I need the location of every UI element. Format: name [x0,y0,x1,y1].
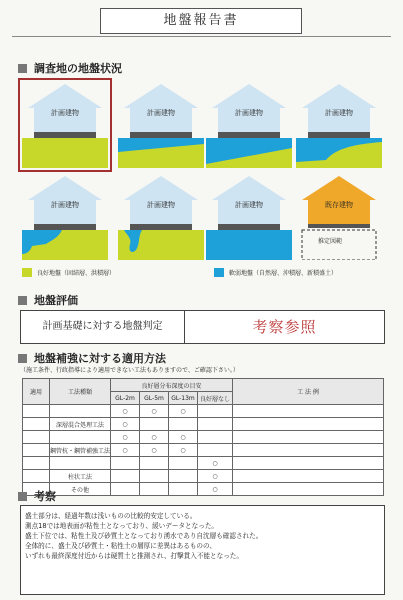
legend-weak-label: 軟弱地盤（自然層、沖積層、新積盛土） [229,270,338,277]
house-scenario-8 [296,174,382,260]
discussion-line: いずれも最終深度付近からは硬質土と推測され、打撃貫入不能となった。 [25,552,243,560]
title-area [0,0,403,40]
weak-swatch [214,268,224,277]
header-method: 工法種類 [50,379,111,405]
house-scenario-5 [22,174,108,260]
house-4-svg [296,82,382,168]
title-rule [12,36,391,37]
house-1-svg [22,82,108,168]
header-apply: 適用 [23,379,50,405]
existing-building-label: 既存建物 [325,201,353,209]
house-scenario-1 [22,82,108,168]
discussion-line: 全体的に、盛土及び砂質土・粘性土の層厚に差異はあるものの、 [25,542,216,550]
house-label: 計画建物 [51,201,79,209]
house-scenario-6 [118,174,204,260]
section4-title: 考察 [34,490,56,503]
section-heading-ground [18,60,122,76]
evaluation-label: 計画基礎に対する地盤判定 [21,311,185,343]
house-label: 計画建物 [51,109,79,117]
table-row: 柱状工法 ○ [23,470,384,483]
square-icon [18,296,27,305]
house-label: 計画建物 [147,201,175,209]
house-scenario-4 [296,82,382,168]
depth-col-3: GL-13m [169,392,198,405]
house-6-svg [118,174,204,260]
section1-title: 調査地の地盤状況 [34,62,122,75]
evaluation-box [20,310,385,344]
header-example: 工 法 例 [233,379,384,405]
square-icon [18,354,27,363]
house-3-svg [206,82,292,168]
table-row: ○ ○ ○ [23,431,384,444]
legend-good-label: 良好地盤（固結層、洪積層） [37,270,116,277]
section3-title: 地盤補強に対する適用方法 [34,352,166,365]
square-icon [18,492,27,501]
table-row: 鋼管杭・鋼管補強工法 ○ ○ ○ [23,444,384,457]
estimate-label: 推定図範 [318,238,343,245]
house-scenario-3 [206,82,292,168]
depth-col-2: GL-5m [140,392,169,405]
house-2-svg [118,82,204,168]
square-icon [18,64,27,73]
house-scenario-2 [118,82,204,168]
reinforcement-table [22,378,384,496]
reinforcement-note: （施工条件、行政指導により適用できない工法もありますので、ご確認下さい。） [20,367,239,374]
depth-col-4: 良好層なし [198,392,233,405]
section-heading-reinforcement [18,350,166,366]
table-row: ○ [23,457,384,470]
table-row: ○ ○ ○ [23,405,384,418]
legend-weak [214,268,337,277]
house-label: 計画建物 [235,109,263,117]
house-5-svg [22,174,108,260]
section-heading-discussion [18,488,56,504]
table-row: その他 ○ [23,483,384,496]
discussion-box [20,505,385,595]
house-8-svg [296,174,382,260]
good-swatch [22,268,32,277]
house-label: 計画建物 [235,201,263,209]
house-scenario-7 [206,174,292,260]
discussion-line: 測点18では地表面が粘性土となっており、緩いデータとなった。 [25,522,219,530]
house-label: 計画建物 [325,109,353,117]
section2-title: 地盤評価 [34,294,78,307]
section-heading-evaluation [18,292,78,308]
house-label: 計画建物 [147,109,175,117]
page-title: 地盤報告書 [100,8,302,34]
legend-good [22,268,115,277]
header-depth: 良好層分布深度の目安 [111,379,233,392]
depth-col-1: GL-2m [111,392,140,405]
evaluation-value: 考察参照 [252,318,317,336]
discussion-line: 盛土部分は、経過年数は浅いものの比較的安定している。 [25,512,197,520]
table-row: 深層混合処理工法 ○ [23,418,384,431]
house-7-svg [206,174,292,260]
discussion-line: 盛土下位では、粘性土及び砂質土となっており湧水であり自沈層も確認された。 [25,532,263,540]
